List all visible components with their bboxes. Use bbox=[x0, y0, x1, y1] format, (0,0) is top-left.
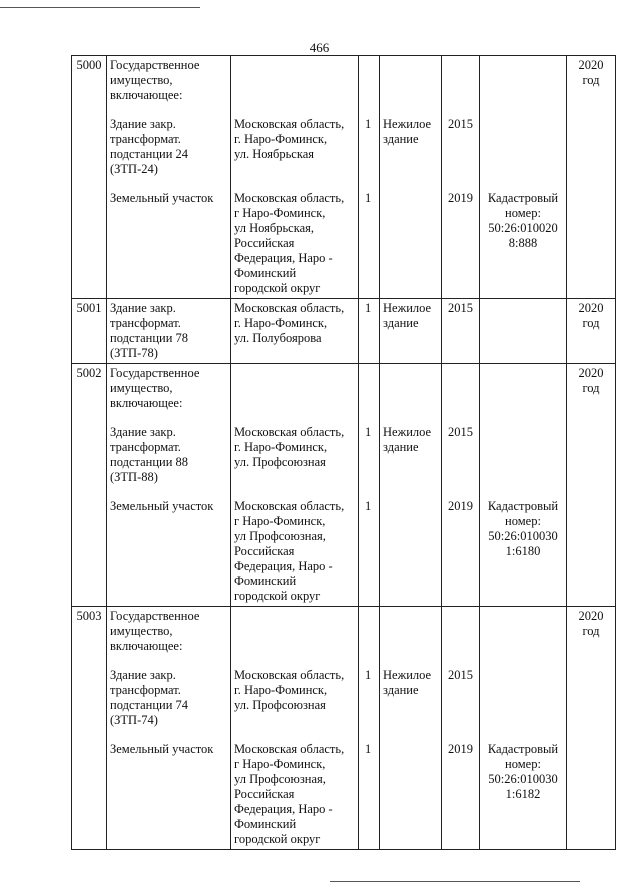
name-cell bbox=[107, 607, 231, 850]
count-cell bbox=[359, 299, 380, 364]
cadastral-cell bbox=[480, 56, 567, 299]
cadastral-number: Кадастровый номер: 50:26:010030 1:6180 bbox=[487, 499, 559, 558]
final-year-cell: 2020 год bbox=[567, 299, 616, 364]
item-address: Московская область, г. Наро-Фоминск, ул. Профсоюзная bbox=[234, 668, 345, 712]
table-row bbox=[72, 56, 616, 299]
cadastral-number: Кадастровый номер: 50:26:010030 1:6182 bbox=[487, 742, 559, 801]
item-address: Московская область, г. Наро-Фоминск, ул. Ноябрьская bbox=[234, 117, 345, 161]
type-cell bbox=[380, 299, 442, 364]
item-count: 1 bbox=[365, 425, 372, 439]
table-row bbox=[72, 364, 616, 607]
row-number-cell: 5000 bbox=[72, 56, 107, 299]
cadastral-cell bbox=[480, 299, 567, 364]
scan-artifact-line bbox=[0, 7, 200, 8]
group-header: Государственное имущество, включающее: bbox=[110, 609, 200, 653]
item-address: Московская область, г Наро-Фоминск, ул Ноябрьская, Российская Федерация, Наро - Фоминский городской округ bbox=[234, 191, 345, 295]
count-cell bbox=[359, 56, 380, 299]
item-name: Здание закр. трансформат. подстанции 78 (ЗТП-78) bbox=[110, 301, 189, 360]
item-count: 1 bbox=[365, 117, 372, 131]
name-cell bbox=[107, 56, 231, 299]
property-table bbox=[71, 55, 616, 850]
cadastral-cell bbox=[480, 607, 567, 850]
group-header: Государственное имущество, включающее: bbox=[110, 366, 200, 410]
year-cell bbox=[442, 299, 480, 364]
item-type: Нежилое здание bbox=[383, 301, 432, 330]
cadastral-cell bbox=[480, 364, 567, 607]
address-cell bbox=[231, 607, 359, 850]
row-number-cell: 5002 bbox=[72, 364, 107, 607]
item-type: Нежилое здание bbox=[383, 668, 432, 697]
type-cell bbox=[380, 607, 442, 850]
final-year-cell: 2020 год bbox=[567, 607, 616, 850]
name-cell bbox=[107, 299, 231, 364]
item-year: 2015 bbox=[448, 425, 473, 439]
item-address: Московская область, г Наро-Фоминск, ул Профсоюзная, Российская Федерация, Наро - Фоминский городской округ bbox=[234, 499, 345, 603]
group-header: Государственное имущество, включающее: bbox=[110, 58, 200, 102]
type-cell bbox=[380, 364, 442, 607]
item-count: 1 bbox=[365, 499, 372, 513]
type-cell bbox=[380, 56, 442, 299]
row-number-cell: 5001 bbox=[72, 299, 107, 364]
item-count: 1 bbox=[365, 191, 372, 205]
year-cell bbox=[442, 607, 480, 850]
item-year: 2019 bbox=[448, 742, 473, 756]
item-type: Нежилое здание bbox=[383, 425, 432, 454]
item-year: 2019 bbox=[448, 191, 473, 205]
name-cell bbox=[107, 364, 231, 607]
row-number-cell: 5003 bbox=[72, 607, 107, 850]
address-cell bbox=[231, 56, 359, 299]
year-cell bbox=[442, 364, 480, 607]
cadastral-number: Кадастровый номер: 50:26:010020 8:888 bbox=[487, 191, 559, 250]
page-number: 466 bbox=[309, 40, 330, 55]
item-count: 1 bbox=[365, 742, 372, 756]
item-address: Московская область, г. Наро-Фоминск, ул. Профсоюзная bbox=[234, 425, 345, 469]
item-year: 2019 bbox=[448, 499, 473, 513]
final-year-cell: 2020 год bbox=[567, 364, 616, 607]
count-cell bbox=[359, 607, 380, 850]
table-row bbox=[72, 299, 616, 364]
item-name: Здание закр. трансформат. подстанции 88 (ЗТП-88) bbox=[110, 425, 189, 484]
count-cell bbox=[359, 364, 380, 607]
item-name: Земельный участок bbox=[110, 499, 214, 513]
item-name: Здание закр. трансформат. подстанции 74 (ЗТП-74) bbox=[110, 668, 189, 727]
item-type: Нежилое здание bbox=[383, 117, 432, 146]
item-year: 2015 bbox=[448, 668, 473, 682]
item-count: 1 bbox=[365, 668, 372, 682]
item-year: 2015 bbox=[448, 117, 473, 131]
item-name: Земельный участок bbox=[110, 191, 214, 205]
item-name: Здание закр. трансформат. подстанции 24 (ЗТП-24) bbox=[110, 117, 189, 176]
item-address: Московская область, г. Наро-Фоминск, ул. Полубоярова bbox=[234, 301, 345, 345]
property-table-wrapper bbox=[71, 55, 615, 846]
item-address: Московская область, г Наро-Фоминск, ул Профсоюзная, Российская Федерация, Наро - Фоминский городской округ bbox=[234, 742, 345, 846]
item-name: Земельный участок bbox=[110, 742, 214, 756]
item-count: 1 bbox=[365, 301, 372, 315]
year-cell bbox=[442, 56, 480, 299]
scan-artifact-line bbox=[330, 881, 580, 882]
item-year: 2015 bbox=[448, 301, 473, 315]
address-cell bbox=[231, 299, 359, 364]
address-cell bbox=[231, 364, 359, 607]
table-row bbox=[72, 607, 616, 850]
final-year-cell: 2020 год bbox=[567, 56, 616, 299]
